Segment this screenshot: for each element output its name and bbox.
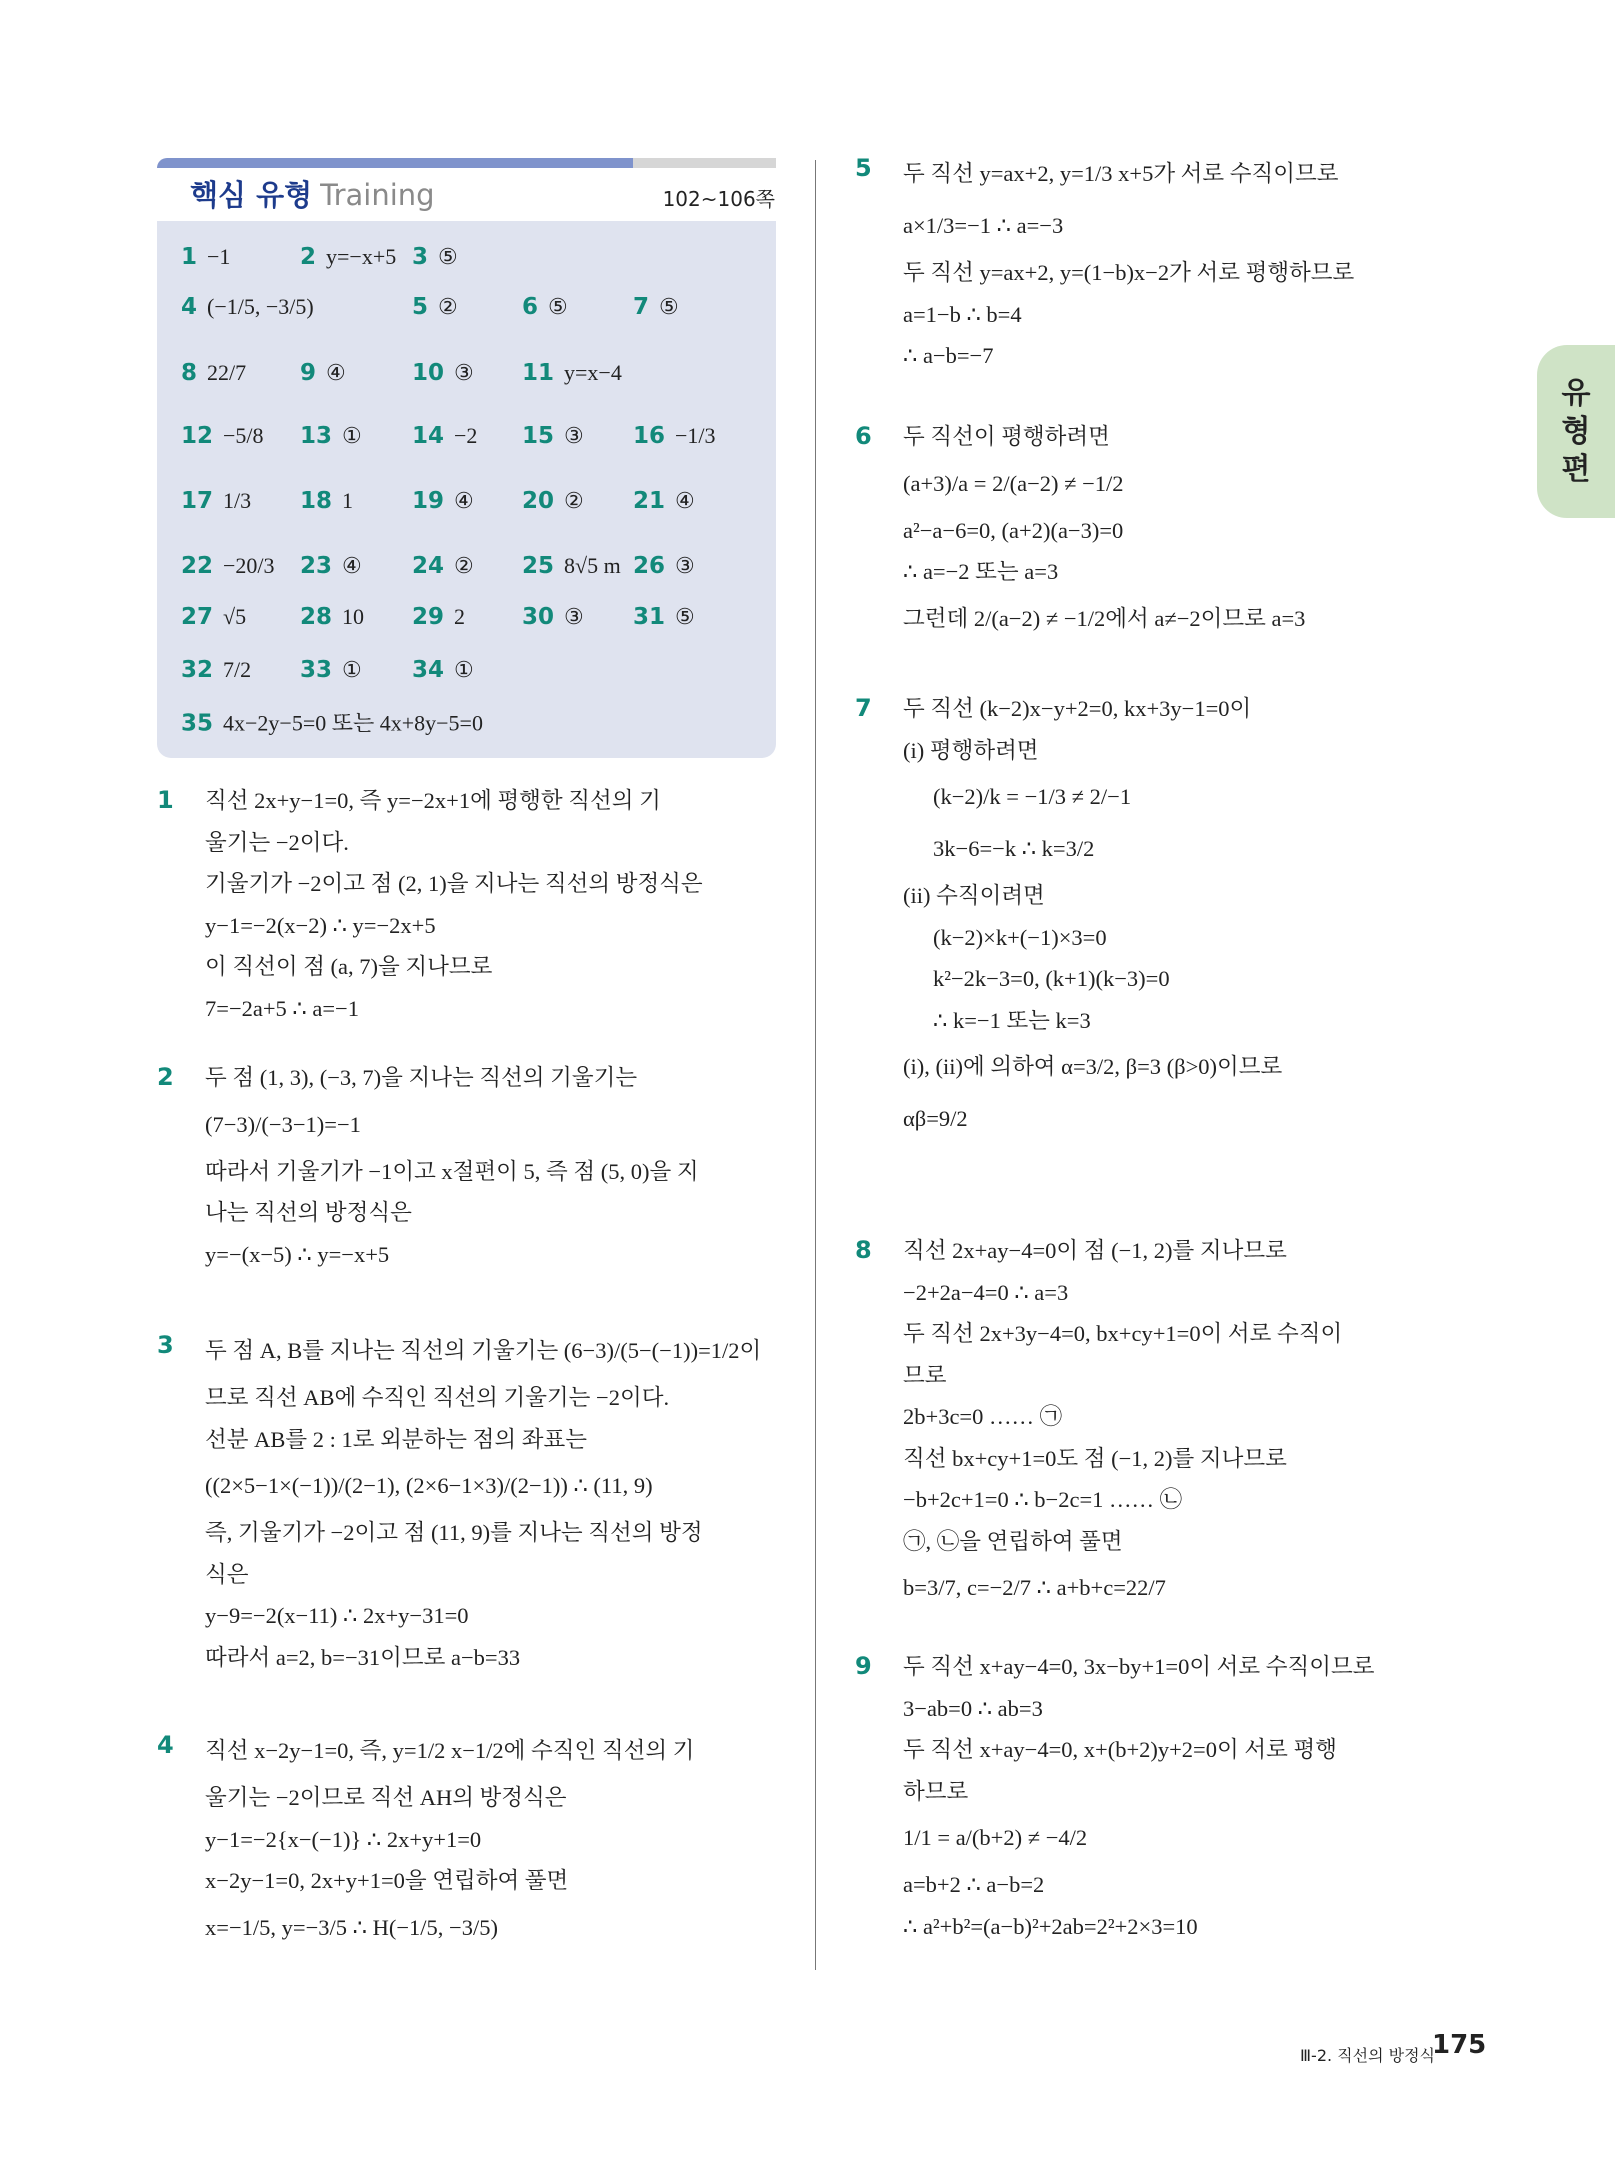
solution-line: x=−1/5, y=−3/5 ∴ H(−1/5, −3/5) <box>205 1914 498 1940</box>
answer-value: ② <box>564 488 584 513</box>
answer-number: 1 <box>181 244 198 270</box>
solution-line: 즉, 기울기가 −2이고 점 (11, 9)를 지나는 직선의 방정 <box>205 1520 703 1545</box>
section-title <box>190 173 435 214</box>
answer-value: ① <box>342 423 362 448</box>
solution-line: (ii) 수직이려면 <box>903 883 1045 908</box>
answer-item <box>633 553 695 579</box>
answer-value: −5/8 <box>223 423 264 448</box>
solution-line: 하므로 <box>903 1778 969 1804</box>
title-english: Training <box>320 178 435 212</box>
solution-line: 므로 <box>903 1362 947 1388</box>
solution-line: 울기는 −2이다. <box>205 829 349 855</box>
answer-value: −20/3 <box>223 553 275 578</box>
solution-line: 3k−6=−k ∴ k=3/2 <box>933 836 1095 861</box>
side-tab[interactable] <box>1537 345 1615 518</box>
answer-item <box>522 423 584 449</box>
answer-item <box>181 553 275 579</box>
solution-line: 두 직선이 평행하려면 <box>903 424 1110 449</box>
answer-number: 30 <box>522 604 555 630</box>
answer-number: 31 <box>633 604 666 630</box>
answer-value: 8√5 m <box>564 553 621 578</box>
solution-line: 두 직선 y=ax+2, y=(1−b)x−2가 서로 평행하므로 <box>903 260 1355 285</box>
answer-item <box>412 244 458 270</box>
answer-item <box>522 360 622 386</box>
solution-number: 7 <box>855 694 872 722</box>
answer-item <box>181 423 264 449</box>
answer-item <box>522 488 584 514</box>
page-range: 102~106쪽 <box>662 187 775 211</box>
answer-number: 33 <box>300 657 333 683</box>
solution-line: 이 직선이 점 (a, 7)을 지나므로 <box>205 954 493 979</box>
solution-line: 두 직선 x+ay−4=0, 3x−by+1=0이 서로 수직이므로 <box>903 1654 1375 1679</box>
answer-value: 1 <box>342 488 354 513</box>
answer-value: ③ <box>564 423 584 448</box>
solution-line: y=−(x−5) ∴ y=−x+5 <box>205 1241 390 1267</box>
answer-number: 28 <box>300 604 333 630</box>
answer-number: 17 <box>181 488 214 514</box>
solution-line: a=b+2 ∴ a−b=2 <box>903 1872 1045 1897</box>
answer-item <box>300 657 362 683</box>
answer-value: (−1/5, −3/5) <box>207 294 314 319</box>
solution-line: 기울기가 −2이고 점 (2, 1)을 지나는 직선의 방정식은 <box>205 871 703 896</box>
answer-number: 6 <box>522 294 539 320</box>
answer-number: 5 <box>412 294 429 320</box>
solution-line: αβ=9/2 <box>903 1106 968 1131</box>
answer-item <box>181 360 246 386</box>
answer-item <box>181 707 483 738</box>
side-tab-label: 유형편 <box>1561 376 1591 487</box>
answer-number: 3 <box>412 244 429 270</box>
solution-line: 두 직선 (k−2)x−y+2=0, kx+3y−1=0이 <box>903 696 1252 721</box>
answer-item <box>633 423 716 449</box>
answer-number: 24 <box>412 553 445 579</box>
answer-value: ⑤ <box>438 244 458 269</box>
answer-value: ① <box>342 657 362 682</box>
solution-line: (7−3)/(−3−1)=−1 <box>205 1111 361 1137</box>
answer-item <box>633 294 679 320</box>
solution-line: 두 직선 x+ay−4=0, x+(b+2)y+2=0이 서로 평행 <box>903 1737 1337 1762</box>
answer-value: 7/2 <box>223 657 252 682</box>
answer-item <box>412 360 474 386</box>
solution-line: k²−2k−3=0, (k+1)(k−3)=0 <box>933 966 1170 991</box>
answer-number: 25 <box>522 553 555 579</box>
answer-value: 4x−2y−5=0 또는 4x+8y−5=0 <box>223 710 483 736</box>
solution-line: (k−2)/k = −1/3 ≠ 2/−1 <box>933 784 1132 809</box>
solution-line: −b+2c+1=0 ∴ b−2c=1 …… ㉡ <box>903 1487 1183 1512</box>
solution-line: (a+3)/a = 2/(a−2) ≠ −1/2 <box>903 470 1124 496</box>
answer-value: 22/7 <box>207 360 247 385</box>
answer-item <box>300 604 364 630</box>
answer-number: 27 <box>181 604 214 630</box>
solution-line: a=1−b ∴ b=4 <box>903 301 1022 327</box>
solution-line: 따라서 a=2, b=−31이므로 a−b=33 <box>205 1644 521 1670</box>
column-divider <box>815 160 816 1970</box>
header-bar-gray <box>633 158 776 168</box>
solution-number: 9 <box>855 1652 872 1680</box>
solution-number: 2 <box>157 1063 174 1091</box>
answer-value: ④ <box>326 360 346 385</box>
answer-item <box>412 488 474 514</box>
answer-number: 20 <box>522 488 555 514</box>
answer-value: −1 <box>207 244 231 269</box>
answer-number: 2 <box>300 244 317 270</box>
answer-value: ⑤ <box>659 294 679 319</box>
solution-number: 4 <box>157 1731 174 1759</box>
answer-item <box>300 244 396 270</box>
answer-value: ③ <box>454 360 474 385</box>
solution-line: 식은 <box>205 1561 249 1587</box>
answer-item <box>633 604 695 630</box>
answer-item <box>300 423 362 449</box>
solution-5 <box>855 148 1495 377</box>
solution-number: 3 <box>157 1331 174 1359</box>
solution-number: 5 <box>855 154 872 182</box>
solution-line: ㉠, ㉡을 연립하여 풀면 <box>903 1528 1123 1554</box>
answer-number: 26 <box>633 553 666 579</box>
solution-1 <box>157 780 797 1029</box>
answer-item <box>522 294 568 320</box>
answer-value: ② <box>454 553 474 578</box>
answer-item <box>522 604 584 630</box>
solution-line: 직선 2x+y−1=0, 즉 y=−2x+1에 평행한 직선의 기 <box>205 788 661 813</box>
answer-value: ④ <box>675 488 695 513</box>
answer-item <box>412 423 477 449</box>
solution-2 <box>157 1057 797 1275</box>
answer-item <box>522 553 621 579</box>
solution-line: 직선 2x+ay−4=0이 점 (−1, 2)를 지나므로 <box>903 1238 1287 1263</box>
answer-value: √5 <box>223 604 247 629</box>
solution-9 <box>855 1646 1495 1947</box>
answer-item <box>633 488 695 514</box>
solution-line: 므로 직선 AB에 수직인 직선의 기울기는 −2이다. <box>205 1385 670 1410</box>
solution-number: 8 <box>855 1236 872 1264</box>
solution-7 <box>855 688 1495 1145</box>
solution-line: 7=−2a+5 ∴ a=−1 <box>205 995 359 1021</box>
solution-line: (k−2)×k+(−1)×3=0 <box>933 924 1107 950</box>
solution-6 <box>855 416 1495 645</box>
solution-line: ∴ a=−2 또는 a=3 <box>903 559 1059 584</box>
solution-line: 울기는 −2이므로 직선 AH의 방정식은 <box>205 1785 567 1810</box>
answer-item <box>300 553 362 579</box>
solution-number: 6 <box>855 422 872 450</box>
solution-line: ∴ k=−1 또는 k=3 <box>933 1007 1091 1033</box>
solution-line: 두 점 (1, 3), (−3, 7)을 지나는 직선의 기울기는 <box>205 1065 638 1090</box>
answer-value: ② <box>438 294 458 319</box>
solution-line: a×1/3=−1 ∴ a=−3 <box>903 213 1064 238</box>
solution-line: 3−ab=0 ∴ ab=3 <box>903 1695 1043 1721</box>
solution-line: (i) 평행하려면 <box>903 737 1039 763</box>
answer-item <box>300 360 346 386</box>
answer-value: −2 <box>454 423 478 448</box>
footer-section: Ⅲ-2. 직선의 방정식 <box>1300 2046 1435 2065</box>
solution-line: 나는 직선의 방정식은 <box>205 1200 412 1225</box>
solution-line: 두 점 A, B를 지나는 직선의 기울기는 (6−3)/(5−(−1))=1/2이 <box>205 1338 762 1363</box>
answer-number: 18 <box>300 488 333 514</box>
answer-number: 21 <box>633 488 666 514</box>
answer-item <box>412 604 465 630</box>
answer-number: 35 <box>181 710 214 737</box>
solution-line: 1/1 = a/(b+2) ≠ −4/2 <box>903 1825 1088 1850</box>
answer-number: 4 <box>181 294 198 320</box>
answer-item <box>412 657 474 683</box>
answer-item <box>181 488 251 514</box>
answer-value: ⑤ <box>548 294 568 319</box>
solution-line: ((2×5−1×(−1))/(2−1), (2×6−1×3)/(2−1)) ∴ (11, 9) <box>205 1473 653 1498</box>
answer-number: 23 <box>300 553 333 579</box>
solution-line: −2+2a−4=0 ∴ a=3 <box>903 1279 1069 1305</box>
solution-line: y−9=−2(x−11) ∴ 2x+y−31=0 <box>205 1603 469 1628</box>
header-bar-blue <box>157 158 633 168</box>
answer-number: 19 <box>412 488 445 514</box>
answer-value: ④ <box>454 488 474 513</box>
answer-item <box>300 488 353 514</box>
solution-line: 직선 x−2y−1=0, 즉, y=1/2 x−1/2에 수직인 직선의 기 <box>205 1738 695 1763</box>
title-korean: 핵심 유형 <box>190 178 313 212</box>
solution-line: ∴ a−b=−7 <box>903 343 994 368</box>
answer-number: 29 <box>412 604 445 630</box>
solution-line: b=3/7, c=−2/7 ∴ a+b+c=22/7 <box>903 1575 1166 1600</box>
solution-line: a²−a−6=0, (a+2)(a−3)=0 <box>903 517 1124 543</box>
answer-number: 34 <box>412 657 445 683</box>
answer-number: 22 <box>181 553 214 579</box>
answer-item <box>412 553 474 579</box>
solution-line: y−1=−2(x−2) ∴ y=−2x+5 <box>205 912 436 938</box>
answer-value: ⑤ <box>675 604 695 629</box>
answer-item <box>412 294 458 320</box>
answer-number: 16 <box>633 423 666 449</box>
solution-line: 두 직선 2x+3y−4=0, bx+cy+1=0이 서로 수직이 <box>903 1321 1343 1346</box>
answer-value: y=x−4 <box>564 360 622 385</box>
solution-line: y−1=−2{x−(−1)} ∴ 2x+y+1=0 <box>205 1826 482 1852</box>
answer-value: ④ <box>342 553 362 578</box>
answer-number: 13 <box>300 423 333 449</box>
answer-item <box>181 294 314 320</box>
answer-number: 11 <box>522 360 555 386</box>
answer-value: 2 <box>454 604 466 629</box>
solution-line: 2b+3c=0 …… ㉠ <box>903 1404 1063 1429</box>
solution-4 <box>157 1725 797 1954</box>
page-number: 175 <box>1432 2030 1487 2060</box>
answer-value: ① <box>454 657 474 682</box>
solution-line: (i), (ii)에 의하여 α=3/2, β=3 (β>0)이므로 <box>903 1054 1283 1079</box>
answer-value: ③ <box>564 604 584 629</box>
answer-number: 14 <box>412 423 445 449</box>
solution-number: 1 <box>157 786 174 814</box>
answer-item <box>181 244 230 270</box>
answer-number: 7 <box>633 294 650 320</box>
answer-number: 9 <box>300 360 317 386</box>
solution-line: x−2y−1=0, 2x+y+1=0을 연립하여 풀면 <box>205 1868 569 1893</box>
solution-line: 직선 bx+cy+1=0도 점 (−1, 2)를 지나므로 <box>903 1445 1287 1471</box>
solution-3 <box>157 1325 797 1678</box>
answer-item <box>181 604 246 630</box>
answer-value: 10 <box>342 604 365 629</box>
answer-number: 8 <box>181 360 198 386</box>
answer-number: 10 <box>412 360 445 386</box>
answer-number: 12 <box>181 423 214 449</box>
answer-value: y=−x+5 <box>326 244 397 269</box>
answer-item <box>181 657 251 683</box>
solution-8 <box>855 1230 1495 1614</box>
answer-number: 32 <box>181 657 214 683</box>
solution-line: 두 직선 y=ax+2, y=1/3 x+5가 서로 수직이므로 <box>903 161 1339 186</box>
solution-line: 따라서 기울기가 −1이고 x절편이 5, 즉 점 (5, 0)을 지 <box>205 1158 699 1184</box>
solution-line: 그런데 2/(a−2) ≠ −1/2에서 a≠−2이므로 a=3 <box>903 605 1306 631</box>
solution-line: 선분 AB를 2 : 1로 외분하는 점의 좌표는 <box>205 1426 587 1452</box>
solution-line: ∴ a²+b²=(a−b)²+2ab=2²+2×3=10 <box>903 1913 1198 1939</box>
answer-value: ③ <box>675 553 695 578</box>
answer-value: 1/3 <box>223 488 252 513</box>
answer-number: 15 <box>522 423 555 449</box>
answer-value: −1/3 <box>675 423 716 448</box>
